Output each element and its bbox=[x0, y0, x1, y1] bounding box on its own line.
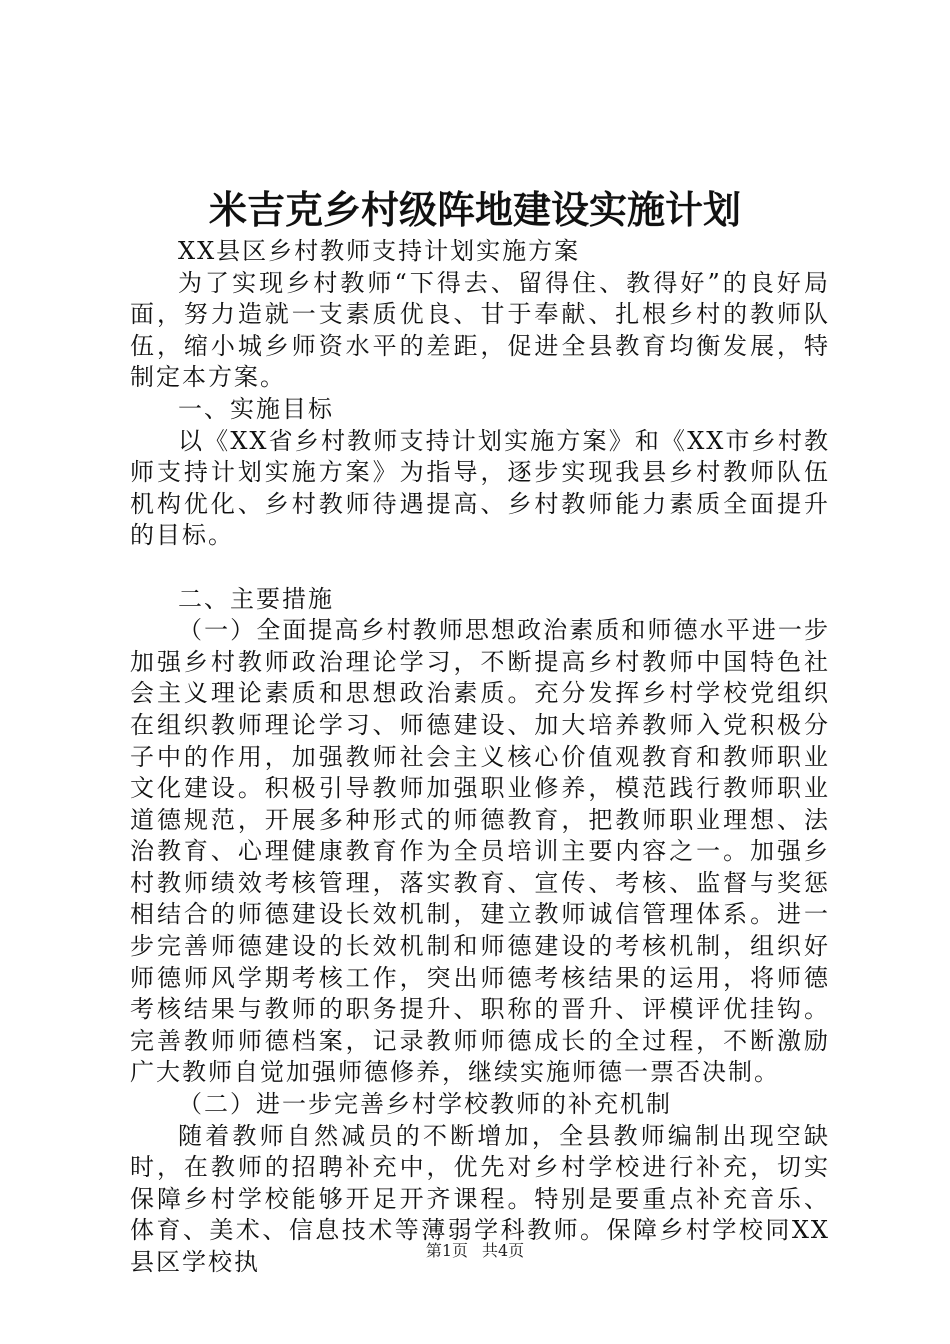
paragraph-measure-1: （一）全面提高乡村教师思想政治素质和师德水平进一步加强乡村教师政治理论学习，不断提高乡村教师中国特色社会主义理论素质和思想政治素质。充分发挥乡村学校党组织在组织教师理论学习、师德建设、加大培养教师入党积极分子中的作用，加强教师社会主义核心价值观教育和教师职业文化建设。积极引导教师加强职业修养，模范践行教师职业道德规范，开展多种形式的师德教育，把教师职业理想、法治教育、心理健康教育作为全员培训主要内容之一。加强乡村教师绩效考核管理，落实教育、宣传、考核、监督与奖惩相结合的师德建设长效机制，建立教师诚信管理体系。进一步完善师德建设的长效机制和师德建设的考核机制，组织好师德师风学期考核工作，突出师德考核结果的运用，将师德考核结果与教师的职务提升、职称的晋升、评模评优挂钩。完善教师师德档案，记录教师师德成长的全过程，不断激励广大教师自觉加强师德修养，继续实施师德一票否决制。 bbox=[130, 616, 830, 1087]
section-heading-measures: 二、主要措施 bbox=[178, 584, 334, 613]
paragraph-intro: 为了实现乡村教师“下得去、留得住、教得好”的良好局面，努力造就一支素质优良、甘于奉献、扎根乡村的教师队伍，缩小城乡师资水平的差距，促进全县教育均衡发展，特制定本方案。 bbox=[130, 268, 830, 392]
page-number: 第1页 bbox=[425, 1241, 468, 1260]
document-title: 米吉克乡村级阵地建设实施计划 bbox=[208, 188, 741, 232]
page-footer bbox=[0, 1240, 950, 1262]
paragraph-goals: 以《XX省乡村教师支持计划实施方案》和《XX市乡村教师支持计划实施方案》为指导，逐步实现我县乡村教师队伍机构优化、乡村教师待遇提高、乡村教师能力素质全面提升的目标。 bbox=[130, 426, 830, 550]
blank-line bbox=[130, 552, 830, 584]
page-total: 共4页 bbox=[482, 1241, 525, 1260]
document-body bbox=[130, 236, 830, 1279]
subheading-measure-2: （二）进一步完善乡村学校教师的补充机制 bbox=[178, 1090, 672, 1119]
section-heading-goals: 一、实施目标 bbox=[178, 394, 334, 423]
paragraph-subtitle: XX县区乡村教师支持计划实施方案 bbox=[178, 237, 581, 265]
paragraph-measure-2: 随着教师自然减员的不断增加，全县教师编制出现空缺时，在教师的招聘补充中，优先对乡村学校进行补充，切实保障乡村学校能够开足开齐课程。特别是要重点补充音乐、体育、美术、信息技术等薄弱学科教师。保障乡村学校同XX县区学校执 bbox=[130, 1121, 830, 1276]
